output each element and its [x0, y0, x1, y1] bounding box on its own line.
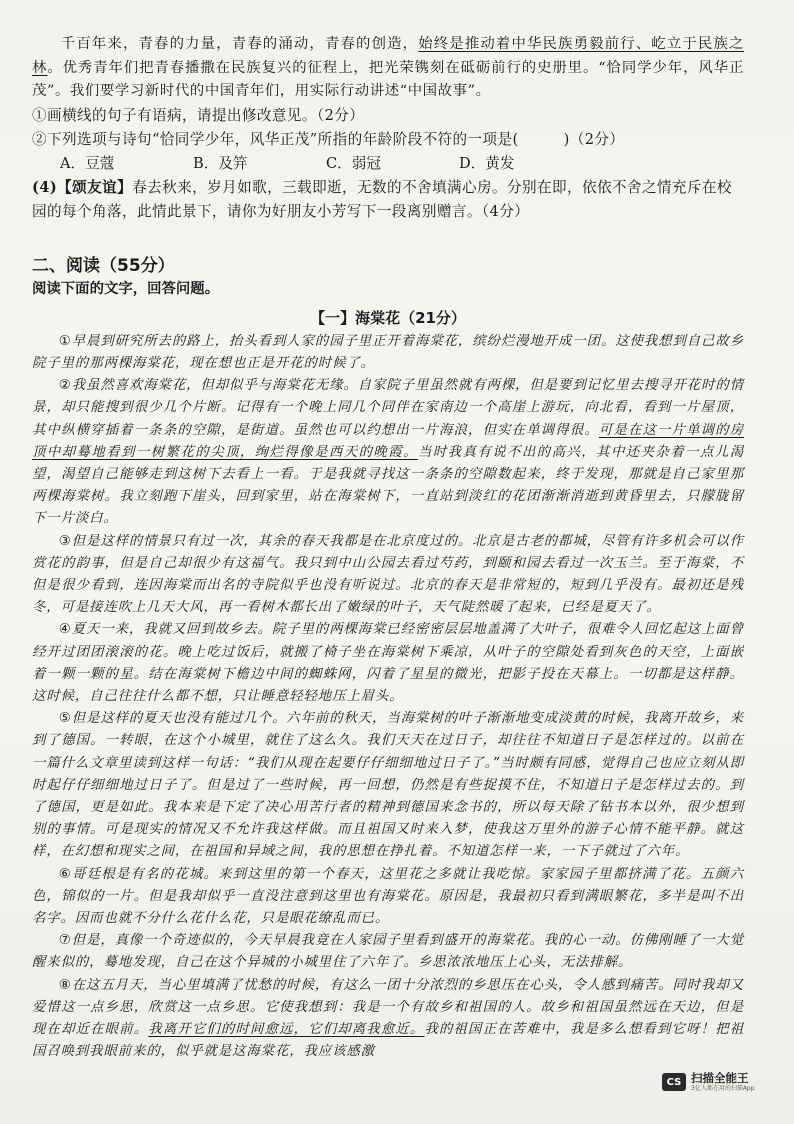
passage-p8-part2: 我的祖国正在苦难中，我是多么想看到它呀！把祖国召唤到我眼前来的，似乎就是这海棠花，我应该感激 — [32, 1022, 744, 1060]
section-instruction: 阅读下面的文字，回答问题。 — [32, 280, 220, 297]
watermark-app-name: 扫描全能王 — [691, 1071, 749, 1085]
passage-body — [32, 331, 744, 1064]
passage-paragraph-5: ⑤但是这样的夏天也没有能过几个。六年前的秋天，当海棠树的叶子渐渐地变成淡黄的时候，我离开故乡，来到了德国。一转眼，在这个小城里，就住了这么久。我们天天在过日子，却往往不知道日子是怎样过的。以前在一篇什么文章里读到这样一句话：“我们从现在起要仔仔细细地过日子了。”当时颇有同感，觉得自己也应立刻从即时起仔仔细细地过日子了。但是过了一些时候，再一回想，仍然是有些捉摸不住，不知道日子是怎样过去的。到了德国，更是如此。我本来是下定了决心用苦行者的精神到德国来念书的，所以每天除了钻书本以外，很少想到别的事情。可是现实的情况又不允许我这样做。而且祖国又时来入梦，使我这万里外的游子心情不能平静。就这样，在幻想和现实之间，在祖国和异域之间，我的思想在挣扎着。不知道怎样一来，一下子就过了六年。 — [32, 711, 744, 860]
page-content — [32, 33, 744, 1063]
intro-part1: 千百年来，青春的力量，青春的涌动，青春的创造， — [60, 36, 419, 52]
option-d: D．黄发 — [459, 154, 515, 172]
passage-p2-underlined: 可是在这一片单调的房顶中却蓦地看到一树繁花的尖顶，绚烂得像是西天的晚霞。 — [32, 422, 744, 460]
watermark-tagline: 3亿人都在用的扫描App — [691, 1085, 755, 1092]
question-2: ②下列选项与诗句“恰同学少年，风华正茂”所指的年龄阶段不符的一项是( )（2分） — [32, 130, 625, 148]
passage-p2-part1: ②我虽然喜欢海棠花，但却似乎与海棠花无缘。自家院子里虽然就有两棵，但是要到记忆里去搜寻开花时的情景，却只能搜到很少几个片断。记得有一个晚上同几个同伴在家南边一个高崖上游玩，向北看，看到一片屋顶，其中纵横穿插着一条条的空隙，是街道。虽然也可以约想出一片海浪，但实在单调得很。 — [32, 378, 744, 438]
passage-paragraph-8 — [32, 975, 744, 1064]
question-2-options — [32, 152, 744, 176]
passage-paragraph-1: ①早晨到研究所去的路上，抬头看到人家的园子里正开着海棠花，缤纷烂漫地开成一团。这使我想到自己故乡院子里的那两棵海棠花，现在想也正是开花的时候了。 — [32, 333, 744, 371]
option-a: A．豆蔻 — [60, 154, 115, 172]
question-4 — [32, 176, 744, 224]
passage-paragraph-6: ⑥哥廷根是有名的花城。来到这里的第一个春天，这里花之多就让我吃惊。家家园子里都挤满了花。五颜六色，锦似的一片。但是我却似乎一直没注意到这里也有海棠花。原因是，我最初只看到满眼繁花，多半是叫不出名字。因而也就不分什么花什么花，只是眼花缭乱而已。 — [32, 866, 744, 927]
passage-p8-underlined: 我离开它们的时间愈远，它们却离我愈近。 — [148, 1022, 425, 1038]
intro-paragraph — [32, 33, 744, 104]
question-4-text: 春去秋来，岁月如歌，三载即逝，无数的不舍填满心房。分别在即，依依不舍之情充斥在校园的每个角落，此情此景下，请你为好朋友小芳写下一段离别赠言。（4分） — [32, 178, 732, 220]
option-c: C．弱冠 — [326, 154, 381, 172]
scanner-watermark — [662, 1066, 780, 1098]
section-title: 二、阅读（55分） — [32, 255, 175, 276]
passage-paragraph-3: ③但是这样的情景只有过一次，其余的春天我都是在北京度过的。北京是古老的都城，尽管有许多机会可以作赏花的韵事，但是自己却很少有这福气。我只到中山公园去看过芍药，到颐和园去看过一次玉兰。至于海棠，不但是很少看到，连因海棠而出名的寺院似乎也没有听说过。北京的春天是非常短的，短到几乎没有。最初还是残冬，可是接连吹上几天大风，再一看树木都长出了嫩绿的叶子，天气陡然暖了起来，已经是夏天了。 — [32, 533, 744, 616]
watermark-text — [691, 1071, 755, 1093]
question-1: ①画横线的句子有语病，请提出修改意见。（2分） — [32, 106, 365, 124]
passage-p8-part1: ⑧在这五月天，当心里填满了忧愁的时候，有这么一团十分浓烈的乡思压在心头，令人感到痛苦。同时我却又爱惜这一点乡思，欣赏这一点乡思。它使我想到：我是一个有故乡和祖国的人。故乡和祖国虽然远在天边，但是现在却近在眼前。 — [32, 977, 744, 1038]
passage-paragraph-4: ④夏天一来，我就又回到故乡去。院子里的两棵海棠已经密密层层地盖满了大叶子，很难令人回忆起这上面曾经开过团团滚滚的花。晚上吃过饭后，就搬了椅子坐在海棠树下乘凉，从叶子的空隙处看到灰色的天空，上面嵌着一颗一颗的星。结在海棠树下檐边中间的蜘蛛网，闪着了星星的微光，把影子投在天幕上。一切都是这样静。这时候，自己往往什么都不想，只让睡意轻轻地压上眉头。 — [32, 622, 744, 705]
passage-paragraph-2 — [32, 375, 744, 530]
passage-title: 【一】海棠花（21分） — [310, 308, 466, 327]
option-b: B．及笄 — [193, 154, 248, 172]
scanner-logo-icon: CS — [662, 1073, 686, 1091]
passage-paragraph-7: ⑦但是，真像一个奇迹似的，今天早晨我竟在人家园子里看到盛开的海棠花。我的心一动。仿佛刚睡了一大觉醒来似的，蓦地发现，自己在这个异城的小城里住了六年了。乡思浓浓地压上心头，无法排解。 — [32, 933, 744, 971]
intro-part2: 。优秀青年们把青春播撒在民族复兴的征程上，把光荣镌刻在砥砺前行的史册里。“恰同学少年，风华正茂”。我们要学习新时代的中国青年们，用实际行动讲述“中国故事”。 — [32, 59, 744, 100]
question-4-label: (4)【颂友谊】 — [32, 178, 133, 196]
passage-p2-part2: 当时我真有说不出的高兴，其中还夹杂着一点儿渴望，渴望自己能够走到这树下去看上一看。于是我就寻找这一条条的空隙数起来，终于发现，那就是自己家里那两棵海棠树。我立刻跑下崖头，回到家里，站在海棠树下，一直站到淡红的花团渐渐消逝到黄昏里去，只朦胧留下一片淡白。 — [32, 444, 744, 527]
intro-underlined-sentence: 始终是推动着中华民族勇毅前行、屹立于民族之林 — [32, 36, 744, 76]
